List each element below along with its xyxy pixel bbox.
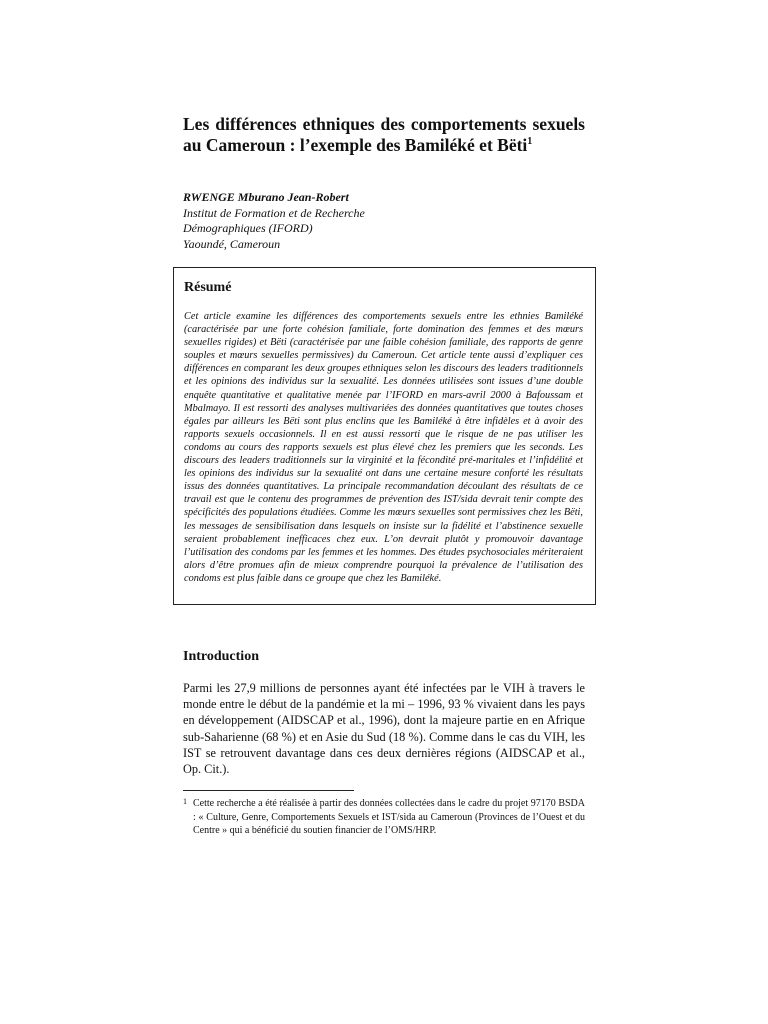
abstract-box — [173, 267, 596, 605]
author-location: Yaoundé, Cameroun — [183, 236, 281, 251]
abstract-text: Cet article examine les différences des comportements sexuels entre les ethnies Bamiléké (caractérisée par une forte cohésion familiale, forte domination des femmes et des mœurs sexuelles rigides) et Bëti (caractérisée par une faible cohésion familiale, des rapports de genre souples et mœurs sexuelles permissives) du Cameroun. Cet article tente aussi d’expliquer ces différences en comparant les deux groupes ethniques selon les discours des leaders traditionnels et les opinions des individus sur la sexualité. Les données utilisées sont issues d’une double enquête quantitative et qualitative menée par l’IFORD en mars-avril 2000 à Bafoussam et Mbalmayo. Il est ressorti des analyses multivariées des données quantitatives que toutes choses égales par ailleurs les Bëti sont plus enclins que les Bamiléké à être infidèles et à avoir des rapports sexuels occasionnels. Il en est aussi ressorti que le risque de ne pas utiliser les condoms au cours des rapports sexuels est plus élevé chez les premiers que les seconds. Les discours des leaders traditionnels sur la virginité et la fécondité pré-maritales et l’infidélité et les opinions des individus sur la sexualité ont dans une certaine mesure conforté les résultats issus des données quantitatives. La principale recommandation découlant des résultats de ce travail est que le contenu des programmes de prévention des IST/sida devrait tenir compte des spécificités des populations étudiées. Comme les mœurs sexuelles sont permissives chez les Bëti, les messages de sensibilisation dans lesquels on insiste sur la fidélité et l’abstinence sexuelle seraient probablement inefficaces chez eux. L’on devrait plutôt y promouvoir davantage l’utilisation des condoms par les femmes et les hommes. Des études psychosociales mériteraient alors d’être promues afin de mieux comprendre pourquoi la prévalence de l’utilisation des condoms est plus faible dans ce groupe que chez les Bamiléké. — [184, 311, 583, 584]
footnote-marker: 1 — [183, 797, 187, 806]
footnote — [183, 797, 585, 838]
title-footnote-marker: 1 — [527, 136, 533, 148]
footnote-divider — [183, 790, 354, 791]
footnote-text: Cette recherche a été réalisée à partir des données collectées dans le cadre du projet 97170 BSDA : « Culture, Genre, Comportements Sexuels et IST/sida au Cameroun (Provinces de l’Ouest et du Centre » qui a bénéficié du soutien financier de l’OMS/HRP. — [193, 798, 585, 837]
author-name: RWENGE Mburano Jean-Robert — [183, 190, 349, 204]
author-affiliation-line2: Démographiques (IFORD) — [183, 221, 313, 235]
author-block — [183, 190, 585, 252]
introduction-paragraph: Parmi les 27,9 millions de personnes ayant été infectées par le VIH à travers le monde entre le début de la pandémie et la mi – 1996, 93 % vivaient dans les pays en développement (AIDSCAP et al., 1996), dont la majeure partie en en Afrique sub-Saharienne (68 %) et en Asie du Sud (18 %). Comme dans le cas du VIH, les IST se retrouvent davantage dans ces deux dernières régions (AIDSCAP et al., Op. Cit.). — [183, 681, 585, 777]
author-affiliation-line1: Institut de Formation et de Recherche — [183, 205, 365, 220]
title-text: Les différences ethniques des comportements sexuels au Cameroun : l’exemple des Bamiléké et Bëti — [183, 114, 585, 155]
abstract-heading: Résumé — [184, 280, 232, 295]
paper-title — [183, 114, 585, 156]
introduction-heading: Introduction — [183, 649, 259, 664]
